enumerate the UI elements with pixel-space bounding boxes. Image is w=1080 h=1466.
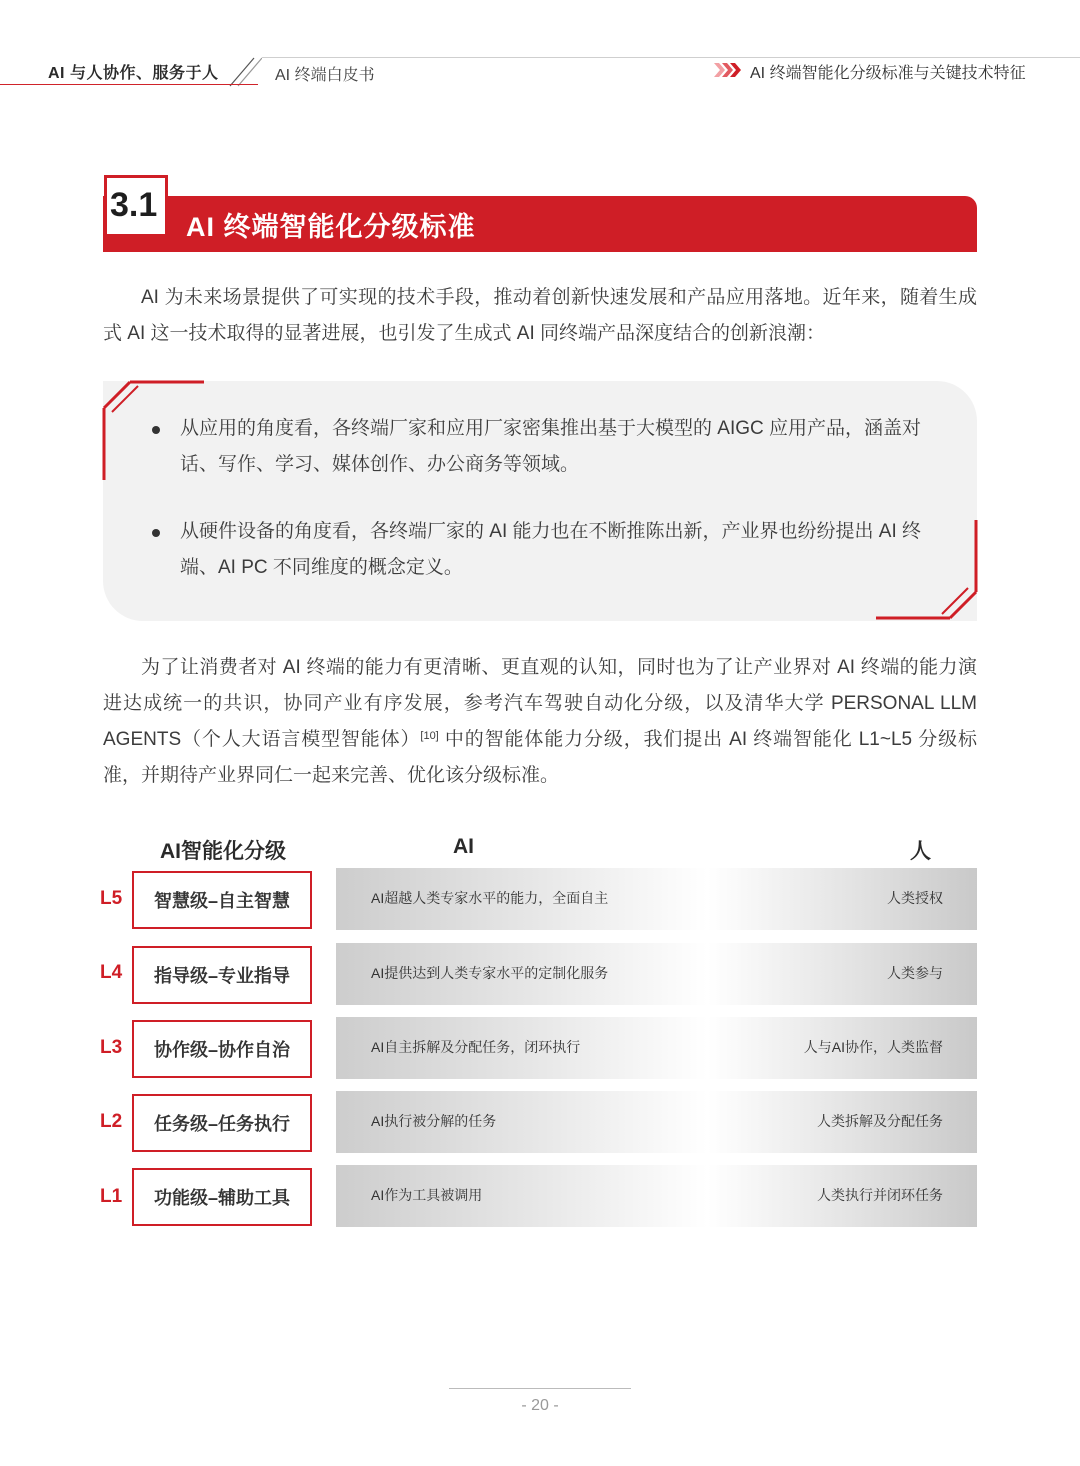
- footer-rule: [449, 1388, 631, 1389]
- level-description-bar: [336, 868, 977, 930]
- header-grey-rule: [262, 57, 1080, 58]
- reference-marker[interactable]: [10]: [420, 730, 439, 742]
- level-code: L3: [100, 1037, 123, 1058]
- header-left-title: AI 与人协作、服务于人: [48, 65, 219, 82]
- bullet-item-hardware: [152, 514, 942, 586]
- level-code: L2: [100, 1111, 123, 1132]
- proposal-paragraph: [103, 650, 977, 794]
- intro-paragraph: AI 为未来场景提供了可实现的技术手段，推动着创新快速发展和产品应用落地。近年来，随着生成式 AI 这一技术取得的显著进展，也引发了生成式 AI 同终端产品深度结合的创新浪潮：: [103, 287, 977, 344]
- level-description-bar: [336, 1165, 977, 1227]
- human-role-text: 人与AI协作，人类监督: [803, 1039, 943, 1055]
- bullet-dot: [152, 426, 160, 434]
- column-header-ai: AI: [453, 835, 474, 858]
- level-name-box: 智慧级–自主智慧: [132, 871, 312, 929]
- ai-capability-text: AI执行被分解的任务: [371, 1113, 497, 1129]
- page-number: - 20 -: [521, 1397, 559, 1414]
- level-code: L1: [100, 1186, 123, 1207]
- level-description-bar: [336, 943, 977, 1005]
- ai-capability-text: AI提供达到人类专家水平的定制化服务: [371, 965, 609, 981]
- section-number: 3.1: [110, 186, 158, 224]
- section-title: AI 终端智能化分级标准: [186, 212, 476, 242]
- header-red-rule: [0, 84, 258, 85]
- ai-capability-text: AI作为工具被调用: [371, 1187, 483, 1203]
- ai-capability-text: AI自主拆解及分配任务，闭环执行: [371, 1039, 581, 1055]
- chevrons-icon: [714, 63, 742, 77]
- level-name-box: 功能级–辅助工具: [132, 1168, 312, 1226]
- proposal-text-after: 中的智能体能力分级，我们提出 AI 终端智能化 L1~L5 分级标准，并期待产业界同仁一起来完善、优化该分级标准。: [103, 729, 977, 786]
- level-name-box: 指导级–专业指导: [132, 946, 312, 1004]
- human-role-text: 人类参与: [887, 965, 943, 981]
- column-header-level: AI智能化分级: [160, 840, 286, 863]
- level-code: L5: [100, 888, 123, 909]
- level-description-bar: [336, 1091, 977, 1153]
- bullet-item-applications: [152, 411, 942, 483]
- level-description-bar: [336, 1017, 977, 1079]
- ai-capability-text: AI超越人类专家水平的能力，全面自主: [371, 890, 609, 906]
- header-chapter-title: AI 终端智能化分级标准与关键技术特征: [750, 65, 1026, 82]
- human-role-text: 人类授权: [887, 890, 943, 906]
- level-code: L4: [100, 962, 123, 983]
- human-role-text: 人类拆解及分配任务: [817, 1113, 943, 1129]
- bullet-dot: [152, 529, 160, 537]
- header-book-title: AI 终端白皮书: [275, 67, 375, 84]
- bullet-text: 从硬件设备的角度看，各终端厂家的 AI 能力也在不断推陈出新，产业界也纷纷提出 AI 终端、AI PC 不同维度的概念定义。: [180, 521, 922, 578]
- human-role-text: 人类执行并闭环任务: [817, 1187, 943, 1203]
- level-name-box: 任务级–任务执行: [132, 1094, 312, 1152]
- proposal-text-before: 为了让消费者对 AI 终端的能力有更清晰、更直观的认知，同时也为了让产业界对 AI 终端的能力演进达成统一的共识，协同产业有序发展，参考汽车驾驶自动化分级，以及清华大学 PERSONAL LLM AGENTS（个人大语言模型智能体）: [103, 657, 977, 750]
- level-name-box: 协作级–协作自治: [132, 1020, 312, 1078]
- bullet-text: 从应用的角度看，各终端厂家和应用厂家密集推出基于大模型的 AIGC 应用产品，涵盖对话、写作、学习、媒体创作、办公商务等领域。: [180, 418, 922, 475]
- column-header-human: 人: [910, 840, 931, 863]
